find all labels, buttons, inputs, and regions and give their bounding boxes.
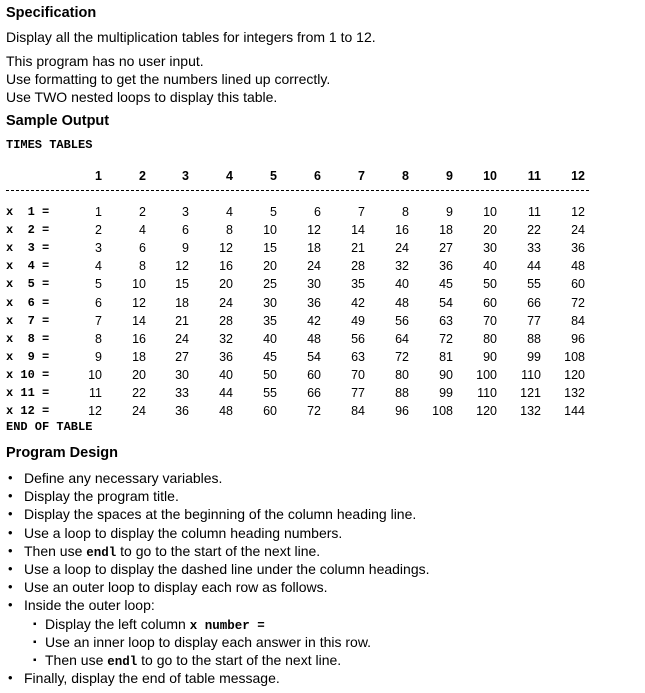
table-cell: 44 — [219, 386, 233, 400]
table-cell: 12 — [175, 259, 189, 274]
table-cell: 108 — [432, 404, 453, 419]
table-cell: 36 — [439, 259, 453, 274]
text-run: Then use — [24, 542, 87, 559]
table-cell: 60 — [483, 295, 497, 310]
column-header: 1 — [95, 169, 102, 183]
bullet-icon: • — [8, 542, 13, 558]
table-cell: 9 — [446, 205, 453, 219]
table-cell: 120 — [564, 367, 585, 382]
table-cell: 8 — [226, 223, 233, 238]
table-cell: 28 — [219, 313, 233, 328]
table-cell: 9 — [182, 241, 189, 256]
table-cell: 63 — [439, 313, 453, 328]
list-item-text — [24, 542, 320, 562]
table-cell: 110 — [521, 367, 541, 382]
table-cell: 132 — [564, 386, 585, 400]
text-run: Finally, display the end of table message. — [24, 670, 280, 687]
table-cell: 3 — [95, 241, 102, 256]
table-cell: 14 — [351, 223, 365, 238]
text-run: to go to the start of the next line. — [116, 542, 321, 559]
table-cell: 42 — [307, 313, 321, 328]
bullet-icon: • — [8, 561, 13, 576]
table-cell: 64 — [395, 331, 409, 346]
column-header: 10 — [483, 169, 497, 183]
table-cell: 72 — [307, 404, 321, 419]
table-cell: 72 — [439, 331, 453, 346]
list-item — [0, 524, 640, 542]
row-label: x 11 = — [6, 386, 50, 400]
table-cell: 12 — [307, 223, 321, 238]
table-cell: 40 — [395, 277, 409, 292]
list-item-text — [45, 615, 265, 635]
table-cell: 72 — [571, 295, 585, 310]
table-cell: 80 — [483, 331, 497, 346]
list-item — [0, 469, 640, 487]
table-cell: 5 — [95, 277, 102, 292]
table-cell: 24 — [571, 223, 585, 238]
table-cell: 48 — [219, 404, 233, 419]
inline-code: endl — [107, 655, 138, 669]
list-item-text — [24, 560, 430, 578]
table-cell: 22 — [527, 223, 541, 238]
table-cell: 121 — [520, 386, 541, 400]
row-label: x 4 = — [6, 259, 50, 274]
table-cell: 21 — [175, 313, 189, 328]
table-cell: 8 — [95, 331, 102, 346]
table-cell: 36 — [175, 404, 189, 419]
table-row — [6, 403, 591, 419]
square-bullet-icon: ▪ — [33, 636, 37, 648]
table-cell: 6 — [182, 223, 189, 238]
table-cell: 56 — [351, 331, 365, 346]
table-cell: 63 — [351, 349, 365, 364]
table-cell: 110 — [477, 386, 497, 400]
row-label: x 5 = — [6, 277, 50, 292]
table-cell: 70 — [351, 367, 365, 382]
table-cell: 18 — [307, 241, 321, 256]
table-cell: 6 — [139, 241, 146, 256]
table-cell: 11 — [89, 386, 102, 400]
table-row — [6, 331, 591, 347]
table-cell: 60 — [263, 404, 277, 419]
column-header: 7 — [358, 169, 365, 183]
table-cell: 27 — [175, 349, 189, 364]
table-cell: 2 — [95, 223, 102, 238]
list-item — [0, 505, 640, 523]
sample-output-heading: Sample Output — [6, 113, 110, 129]
table-cell: 77 — [527, 313, 541, 328]
table-row — [6, 204, 591, 220]
table-cell: 50 — [263, 367, 277, 382]
table-cell: 24 — [132, 404, 146, 419]
table-cell: 4 — [95, 259, 102, 274]
text-run: Use an outer loop to display each row as follows. — [24, 579, 328, 596]
list-item-text — [24, 578, 328, 596]
table-cell: 21 — [351, 241, 365, 256]
table-cell: 99 — [527, 349, 541, 364]
times-tables-title: TIMES TABLES — [6, 138, 93, 152]
table-cell: 15 — [175, 277, 189, 292]
row-label: x 12 = — [6, 404, 50, 419]
table-cell: 14 — [132, 313, 146, 328]
table-cell: 54 — [307, 349, 321, 364]
table-cell: 90 — [483, 349, 497, 364]
table-cell: 88 — [527, 331, 541, 346]
table-cell: 30 — [263, 295, 277, 310]
table-cell: 35 — [263, 313, 277, 328]
table-cell: 2 — [139, 205, 146, 219]
table-row — [6, 276, 591, 292]
table-cell: 22 — [132, 386, 146, 400]
table-cell: 32 — [395, 259, 409, 274]
table-cell: 20 — [132, 367, 146, 382]
square-bullet-icon: ▪ — [33, 655, 37, 666]
table-cell: 1 — [95, 205, 102, 219]
table-row — [6, 240, 591, 256]
table-cell: 42 — [351, 295, 365, 310]
table-cell: 48 — [307, 331, 321, 346]
sub-list-item — [0, 615, 640, 633]
spec-line: This program has no user input. — [6, 53, 204, 69]
list-item — [0, 542, 640, 560]
table-cell: 33 — [527, 241, 541, 256]
table-cell: 30 — [175, 367, 189, 382]
text-run: Then use — [45, 652, 108, 668]
list-item-text — [24, 487, 179, 505]
row-label: x 7 = — [6, 313, 50, 328]
table-cell: 100 — [476, 367, 497, 382]
table-cell: 40 — [219, 367, 233, 382]
row-label: x 3 = — [6, 241, 50, 256]
table-cell: 80 — [395, 367, 409, 382]
table-cell: 10 — [132, 277, 146, 292]
table-cell: 30 — [483, 241, 497, 256]
table-cell: 77 — [351, 386, 365, 400]
table-cell: 90 — [439, 367, 453, 382]
table-cell: 50 — [483, 277, 497, 292]
dashed-separator — [6, 190, 589, 191]
table-cell: 81 — [439, 349, 453, 364]
table-cell: 20 — [483, 223, 497, 238]
column-header: 5 — [270, 169, 277, 183]
table-cell: 132 — [520, 404, 541, 419]
row-label: x 6 = — [6, 295, 50, 310]
list-item — [0, 669, 640, 687]
table-cell: 120 — [476, 404, 497, 419]
table-cell: 10 — [483, 205, 497, 219]
table-cell: 12 — [132, 295, 146, 310]
table-cell: 144 — [564, 404, 585, 419]
list-item — [0, 578, 640, 596]
text-run: to go to the start of the next line. — [137, 652, 342, 668]
inline-code: x number = — [189, 618, 265, 633]
table-cell: 10 — [263, 223, 277, 238]
column-header-row — [6, 168, 591, 184]
bullet-icon: • — [8, 670, 13, 686]
bullet-icon: • — [8, 597, 13, 613]
table-cell: 96 — [571, 331, 585, 346]
column-header: 6 — [314, 169, 321, 183]
bullet-icon: • — [8, 470, 13, 485]
table-cell: 8 — [402, 205, 409, 219]
table-cell: 5 — [270, 205, 277, 219]
table-row — [6, 367, 591, 383]
table-cell: 7 — [358, 205, 365, 219]
table-cell: 66 — [307, 386, 321, 400]
table-cell: 60 — [571, 277, 585, 292]
sub-list-item — [0, 651, 640, 669]
table-cell: 3 — [182, 205, 189, 219]
table-cell: 55 — [263, 386, 277, 400]
text-run: Use a loop to display the dashed line under the column headings. — [24, 561, 430, 577]
table-cell: 33 — [175, 386, 189, 400]
table-cell: 32 — [219, 331, 233, 346]
table-cell: 4 — [139, 223, 146, 238]
bullet-icon: • — [8, 579, 13, 595]
table-cell: 20 — [263, 259, 277, 274]
spec-intro: Display all the multiplication tables for integers from 1 to 12. — [6, 29, 376, 45]
table-cell: 35 — [351, 277, 365, 292]
table-cell: 55 — [527, 277, 541, 292]
table-cell: 6 — [95, 295, 102, 310]
table-cell: 66 — [527, 295, 541, 310]
sub-list-item — [0, 633, 640, 651]
table-cell: 56 — [395, 313, 409, 328]
column-header: 9 — [446, 169, 453, 183]
end-of-table-line: END OF TABLE — [6, 420, 93, 434]
table-cell: 48 — [571, 259, 585, 274]
table-cell: 6 — [314, 205, 321, 219]
text-run: Inside the outer loop: — [24, 597, 155, 614]
row-label: x 10 = — [6, 367, 50, 382]
table-cell: 30 — [307, 277, 321, 292]
column-header: 11 — [527, 169, 541, 183]
table-row — [6, 295, 591, 311]
table-cell: 8 — [139, 259, 146, 274]
list-item-text — [45, 633, 371, 651]
column-header: 4 — [226, 169, 233, 183]
table-row — [6, 313, 591, 329]
table-cell: 36 — [571, 241, 585, 256]
table-cell: 48 — [395, 295, 409, 310]
specification-heading: Specification — [6, 5, 97, 21]
list-item-text — [24, 469, 222, 487]
list-item — [0, 596, 640, 614]
table-cell: 12 — [571, 205, 585, 219]
table-cell: 40 — [483, 259, 497, 274]
table-cell: 72 — [395, 349, 409, 364]
table-cell: 18 — [132, 349, 146, 364]
spec-line: Use TWO nested loops to display this table. — [6, 89, 278, 105]
table-cell: 27 — [439, 241, 453, 256]
table-cell: 16 — [132, 331, 146, 346]
table-row — [6, 385, 591, 401]
table-cell: 28 — [351, 259, 365, 274]
table-row — [6, 349, 591, 365]
table-cell: 25 — [263, 277, 277, 292]
table-cell: 18 — [439, 223, 453, 238]
column-header: 12 — [571, 169, 585, 183]
table-row — [6, 258, 591, 274]
table-cell: 44 — [527, 259, 541, 274]
table-cell: 18 — [175, 295, 189, 310]
table-cell: 45 — [263, 349, 277, 364]
table-cell: 88 — [395, 386, 409, 400]
table-cell: 99 — [439, 386, 453, 400]
table-cell: 7 — [95, 313, 102, 328]
text-run: Use an inner loop to display each answer in this row. — [45, 633, 372, 650]
table-cell: 36 — [307, 295, 321, 310]
row-label: x 2 = — [6, 223, 50, 238]
table-cell: 9 — [95, 349, 102, 364]
table-cell: 70 — [483, 313, 497, 328]
table-cell: 54 — [439, 295, 453, 310]
square-bullet-icon: ▪ — [33, 618, 37, 630]
column-header: 3 — [182, 169, 189, 183]
inline-code: endl — [86, 545, 117, 560]
spec-line: Use formatting to get the numbers lined up correctly. — [6, 71, 331, 87]
text-run: Display the program title. — [24, 488, 179, 505]
row-label: x 1 = — [6, 205, 50, 219]
list-item-text — [24, 669, 280, 687]
list-item-text — [45, 651, 341, 671]
bullet-icon: • — [8, 488, 13, 504]
table-cell: 36 — [219, 349, 233, 364]
list-item-text — [24, 505, 416, 523]
table-cell: 60 — [307, 367, 321, 382]
table-cell: 20 — [219, 277, 233, 292]
row-label: x 8 = — [6, 331, 50, 346]
table-cell: 24 — [175, 331, 189, 346]
table-cell: 16 — [395, 223, 409, 238]
text-run: Display the left column — [45, 615, 190, 632]
bullet-icon: • — [8, 524, 13, 540]
program-design-heading: Program Design — [6, 445, 118, 461]
table-cell: 49 — [351, 313, 365, 328]
text-run: Define any necessary variables. — [24, 470, 223, 486]
table-cell: 96 — [395, 404, 409, 419]
row-label: x 9 = — [6, 349, 50, 364]
table-cell: 16 — [219, 259, 233, 274]
text-run: Use a loop to display the column heading numbers. — [24, 524, 343, 541]
list-item — [0, 487, 640, 505]
table-cell: 24 — [219, 295, 233, 310]
column-header: 2 — [139, 169, 146, 183]
table-cell: 108 — [564, 349, 585, 364]
table-cell: 4 — [226, 205, 233, 219]
table-cell: 84 — [571, 313, 585, 328]
table-cell: 12 — [88, 404, 102, 419]
list-item-text — [24, 524, 342, 542]
table-cell: 24 — [395, 241, 409, 256]
column-header: 8 — [402, 169, 409, 183]
table-cell: 24 — [307, 259, 321, 274]
table-cell: 40 — [263, 331, 277, 346]
text-run: Display the spaces at the beginning of the column heading line. — [24, 506, 417, 523]
table-row — [6, 222, 591, 238]
table-cell: 11 — [528, 205, 541, 219]
table-cell: 15 — [263, 241, 277, 256]
table-cell: 10 — [88, 367, 102, 382]
list-item-text — [24, 596, 155, 614]
list-item — [0, 560, 640, 578]
table-cell: 84 — [351, 404, 365, 419]
bullet-icon: • — [8, 506, 13, 522]
table-cell: 45 — [439, 277, 453, 292]
table-cell: 12 — [219, 241, 233, 256]
